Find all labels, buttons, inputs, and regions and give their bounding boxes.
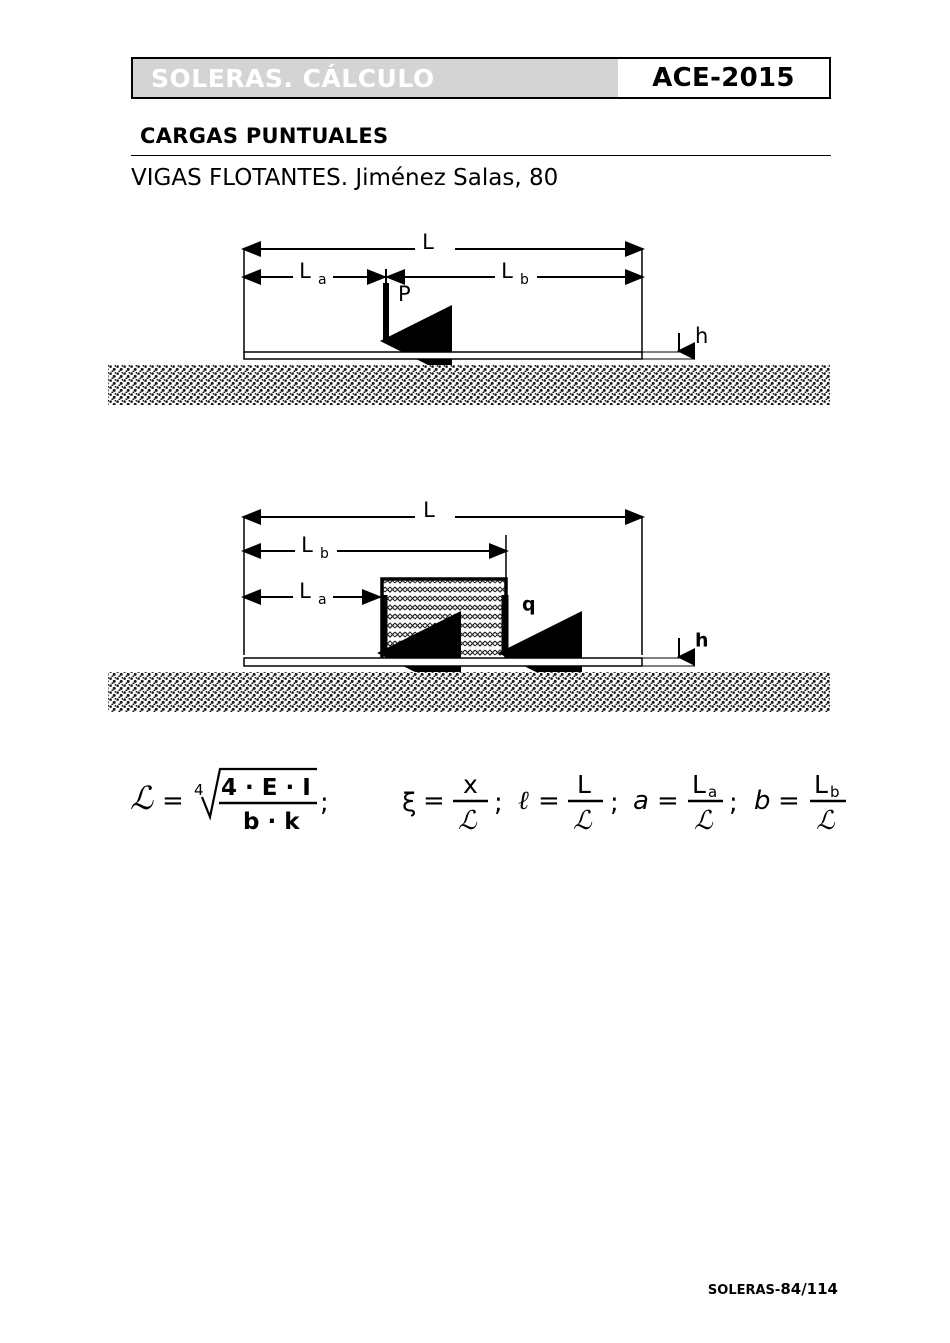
svg-text:L: L: [577, 770, 591, 799]
figure-point-load: [95, 225, 855, 410]
figure-distributed-load: [95, 495, 855, 715]
page-footer: [708, 1280, 838, 1298]
formula-a: [633, 770, 738, 836]
header-code-box: [618, 59, 829, 97]
dimension-L-2: [243, 498, 643, 527]
svg-text:b: b: [320, 546, 329, 562]
svg-text:ξ: ξ: [402, 788, 417, 818]
dimension-La-2: [243, 579, 380, 608]
header-code: ACE-2015: [652, 63, 795, 93]
formula-b: [754, 770, 846, 836]
svg-text:L: L: [301, 533, 313, 557]
dimension-h-1: [679, 324, 708, 351]
distributed-load-block: [382, 579, 506, 661]
svg-text:q: q: [522, 593, 536, 616]
svg-text:b: b: [754, 786, 771, 816]
dimension-h-2: [679, 630, 709, 658]
svg-text:4 · E · I: 4 · E · I: [221, 775, 311, 801]
svg-text:ℒ: ℒ: [130, 779, 154, 817]
svg-text:ℒ: ℒ: [816, 806, 835, 836]
footer-label: SOLERAS-: [707, 1283, 781, 1298]
header-title: SOLERAS. CÁLCULO: [151, 63, 435, 93]
header-title-box: [133, 59, 618, 97]
svg-text:L: L: [692, 770, 706, 799]
svg-text:=: =: [162, 786, 184, 816]
svg-text:ℒ: ℒ: [458, 806, 477, 836]
dimension-Lb: [387, 259, 643, 288]
slab-figure2: [244, 658, 642, 666]
svg-text:=: =: [778, 786, 800, 816]
svg-text:;: ;: [610, 788, 619, 818]
load-arrow-P: [386, 282, 411, 341]
svg-text:a: a: [708, 783, 718, 801]
subsection-title: VIGAS FLOTANTES. Jiménez Salas, 80: [131, 165, 559, 191]
svg-text:L: L: [423, 498, 435, 522]
svg-text:L: L: [422, 230, 434, 254]
dimension-L: [243, 230, 643, 259]
svg-text:h: h: [695, 324, 709, 348]
formula-ell: [518, 770, 619, 836]
svg-text:b · k: b · k: [243, 809, 300, 835]
slab-figure1: [244, 352, 642, 359]
svg-text:a: a: [633, 786, 649, 816]
footer-page: 84/114: [780, 1280, 838, 1298]
dimension-La: [243, 259, 385, 288]
svg-text:L: L: [299, 259, 311, 283]
svg-text:;: ;: [320, 788, 329, 818]
svg-text:;: ;: [494, 788, 503, 818]
svg-text:b: b: [520, 272, 529, 288]
section-title: CARGAS PUNTUALES: [140, 124, 389, 148]
svg-text:h: h: [695, 629, 709, 652]
svg-text:b: b: [830, 783, 840, 801]
soil-hatch-2: [108, 672, 830, 712]
svg-text:=: =: [423, 786, 445, 816]
formula-elastic-length: [130, 769, 329, 835]
svg-text:ℒ: ℒ: [573, 806, 592, 836]
svg-text:L: L: [501, 259, 513, 283]
svg-text:P: P: [398, 282, 411, 306]
svg-text:x: x: [463, 770, 478, 799]
svg-text:;: ;: [729, 788, 738, 818]
svg-text:ℓ: ℓ: [518, 786, 529, 816]
soil-hatch-1: [108, 365, 830, 405]
svg-text:4: 4: [194, 781, 204, 799]
svg-text:a: a: [318, 592, 327, 608]
svg-text:ℒ: ℒ: [694, 806, 713, 836]
svg-text:L: L: [814, 770, 828, 799]
dimension-Lb-2: [243, 533, 507, 562]
svg-text:L: L: [299, 579, 311, 603]
title-divider: [131, 155, 831, 156]
formula-block: [120, 755, 880, 865]
document-header: [131, 57, 831, 99]
svg-text:a: a: [318, 272, 327, 288]
svg-text:=: =: [657, 786, 679, 816]
formula-xi: [402, 770, 503, 836]
svg-text:=: =: [538, 786, 560, 816]
